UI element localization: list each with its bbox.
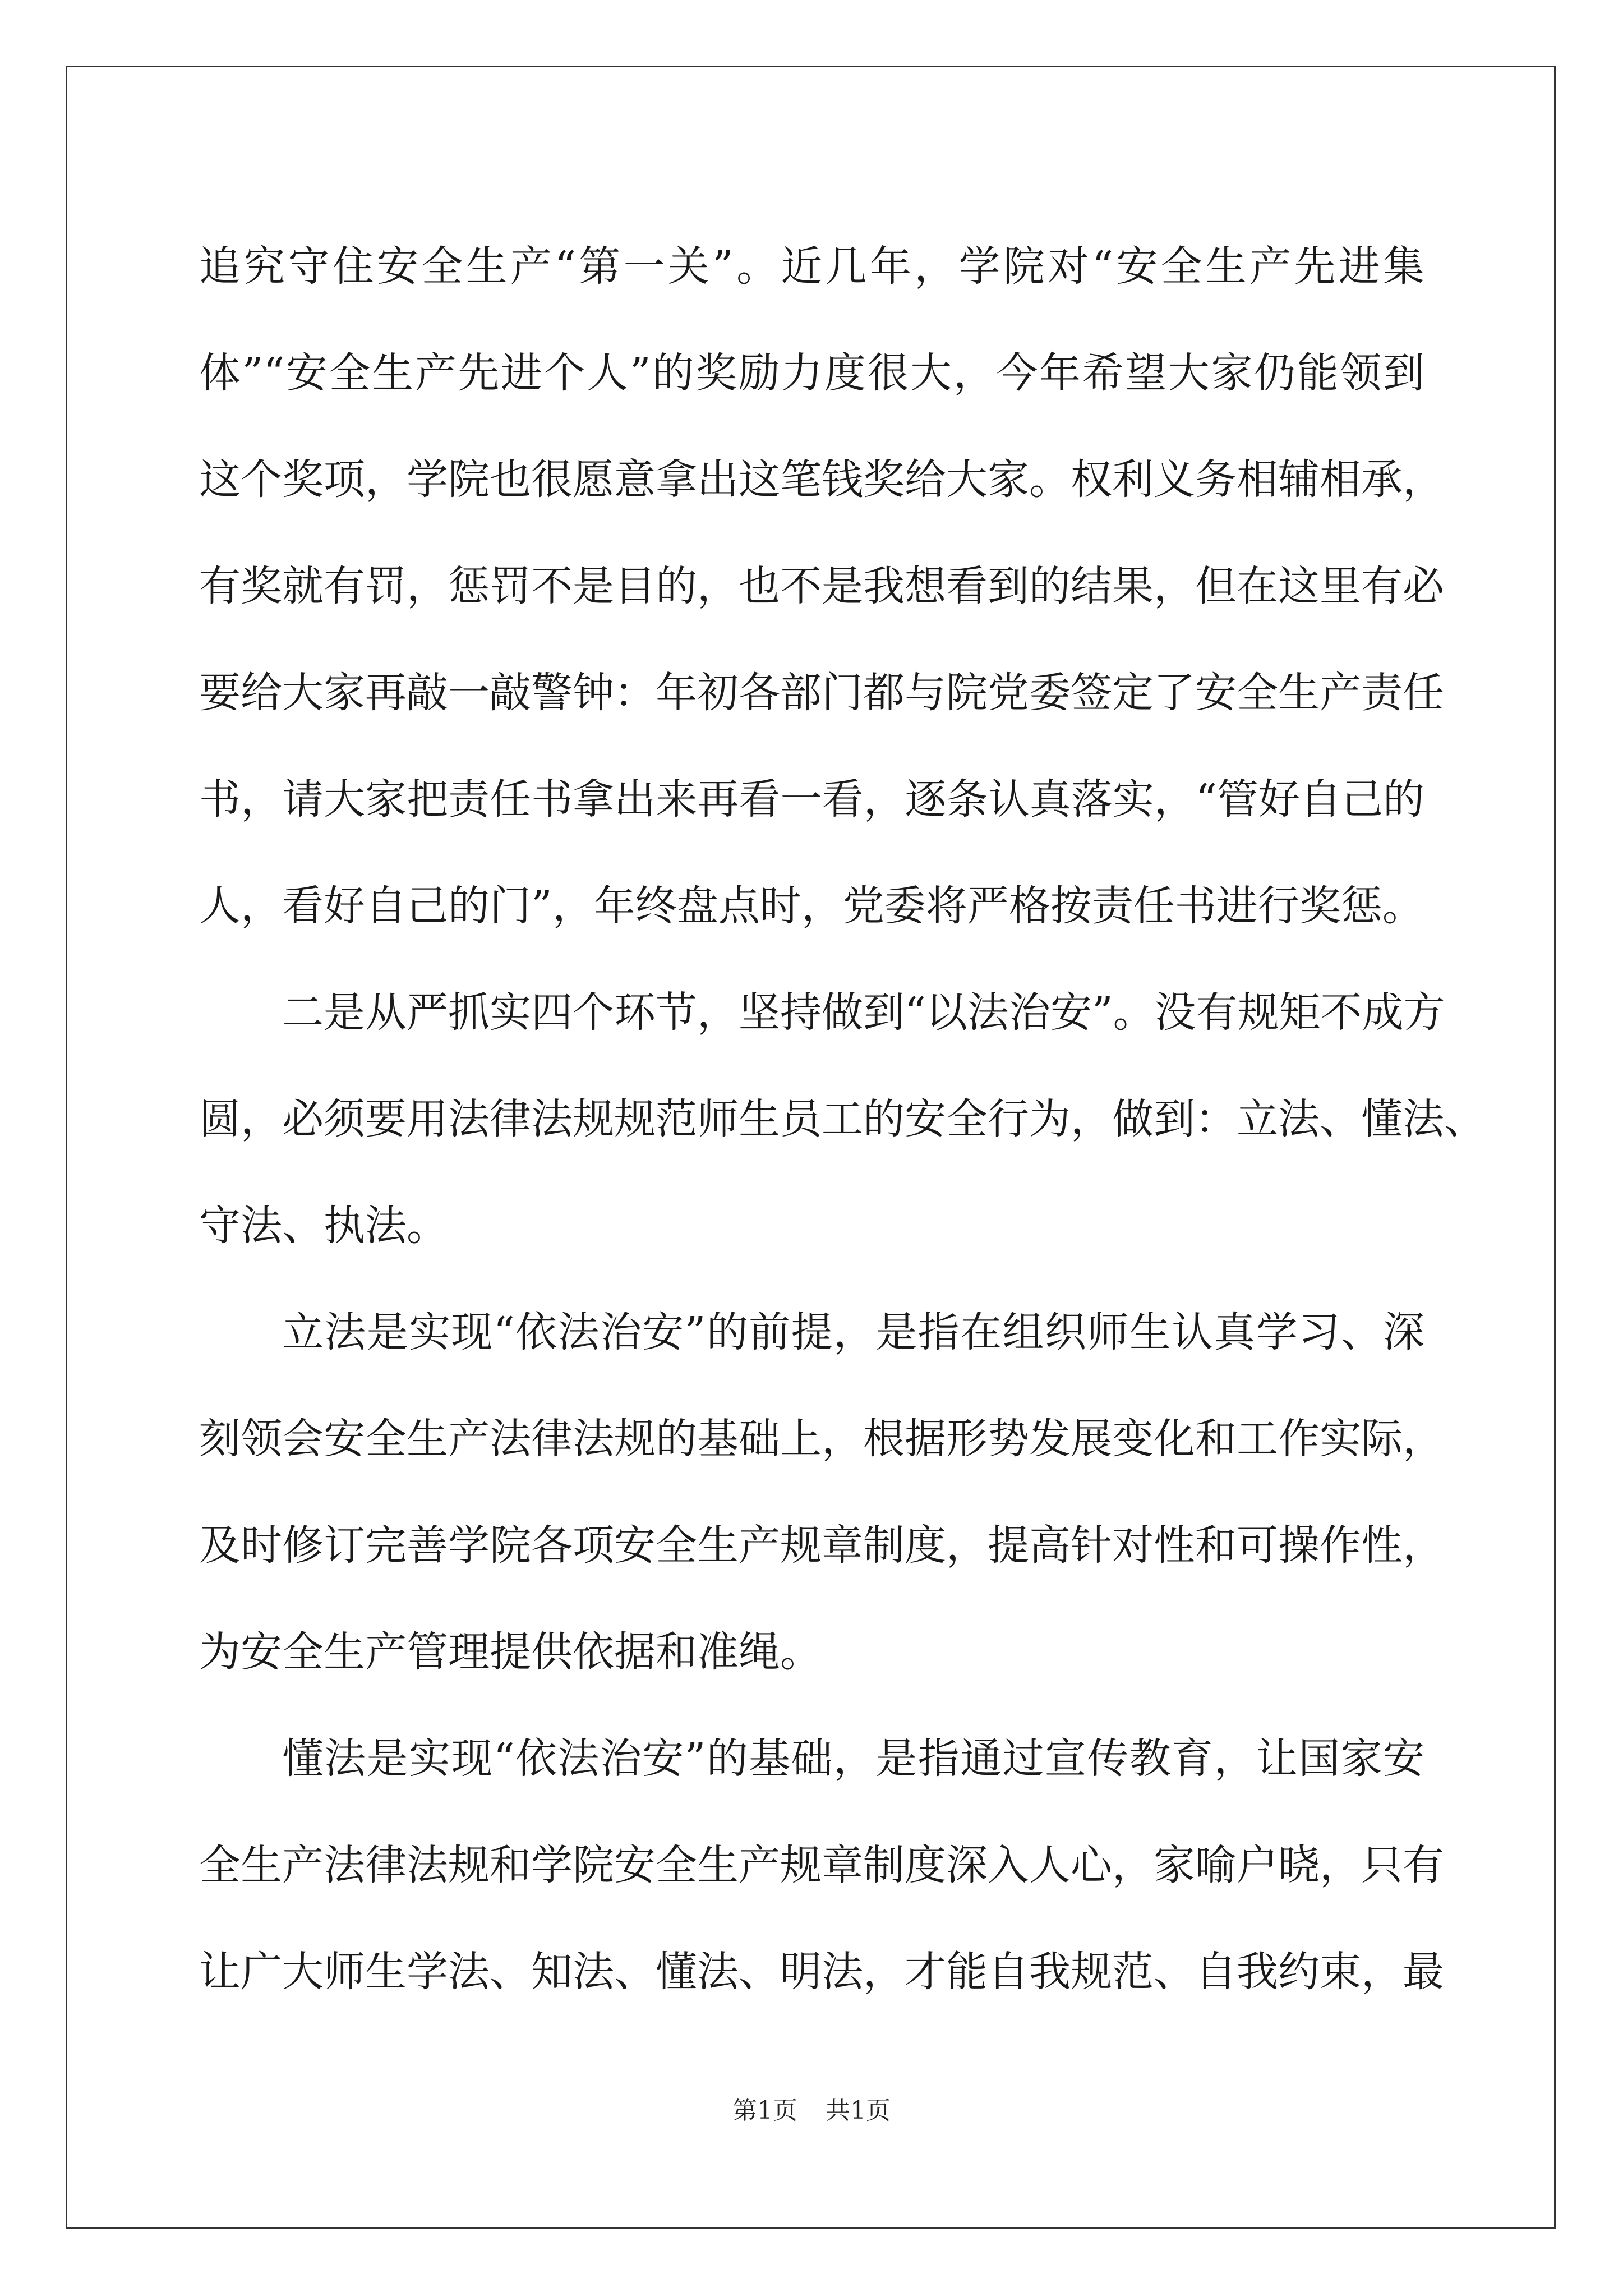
paragraph-first-line: 二是从严抓实四个环节，坚持做到“以法治安”。没有规矩不成方 <box>282 988 1445 1037</box>
text-line: 这个奖项，学院也很愿意拿出这笔钱奖给大家。权利义务相辅相承， <box>199 455 1444 504</box>
text-line: 圆，必须要用法律法规规范师生员工的安全行为，做到：立法、懂法、 <box>199 1095 1486 1143</box>
text-line: 人，看好自己的门”，年终盘点时，党委将严格按责任书进行奖惩。 <box>199 882 1424 930</box>
text-line: 守法、执法。 <box>199 1202 448 1250</box>
document-body <box>199 213 1486 2025</box>
text-line: 书，请大家把责任书拿出来再看一看，逐条认真落实，“管好自己的 <box>199 775 1424 823</box>
text-line: 全生产法律法规和学院安全生产规章制度深入人心，家喻户晓，只有 <box>199 1841 1444 1889</box>
paragraph-first-line: 懂法是实现“依法治安”的基础，是指通过宣传教育，让国家安 <box>282 1734 1424 1783</box>
text-line: 及时修订完善学院各项安全生产规章制度，提高针对性和可操作性， <box>199 1521 1444 1570</box>
text-line: 刻领会安全生产法律法规的基础上，根据形势发展变化和工作实际， <box>199 1415 1444 1463</box>
text-line: 为安全生产管理提供依据和准绳。 <box>199 1628 822 1676</box>
page-footer <box>0 2094 1623 2128</box>
text-line: 追究守住安全生产“第一关”。近几年，学院对“安全生产先进集 <box>199 242 1424 291</box>
text-line: 有奖就有罚，惩罚不是目的，也不是我想看到的结果，但在这里有必 <box>199 562 1444 610</box>
text-line: 让广大师生学法、知法、懂法、明法，才能自我规范、自我约束，最 <box>199 1948 1444 1996</box>
text-line: 体”“安全生产先进个人”的奖励力度很大，今年希望大家仍能领到 <box>199 349 1424 397</box>
page-total: 共1页 <box>826 2096 891 2125</box>
paragraph-first-line: 立法是实现“依法治安”的前提，是指在组织师生认真学习、深 <box>282 1308 1424 1356</box>
text-line: 要给大家再敲一敲警钟：年初各部门都与院党委签定了安全生产责任 <box>199 669 1444 717</box>
page-number: 第1页 <box>732 2096 797 2125</box>
